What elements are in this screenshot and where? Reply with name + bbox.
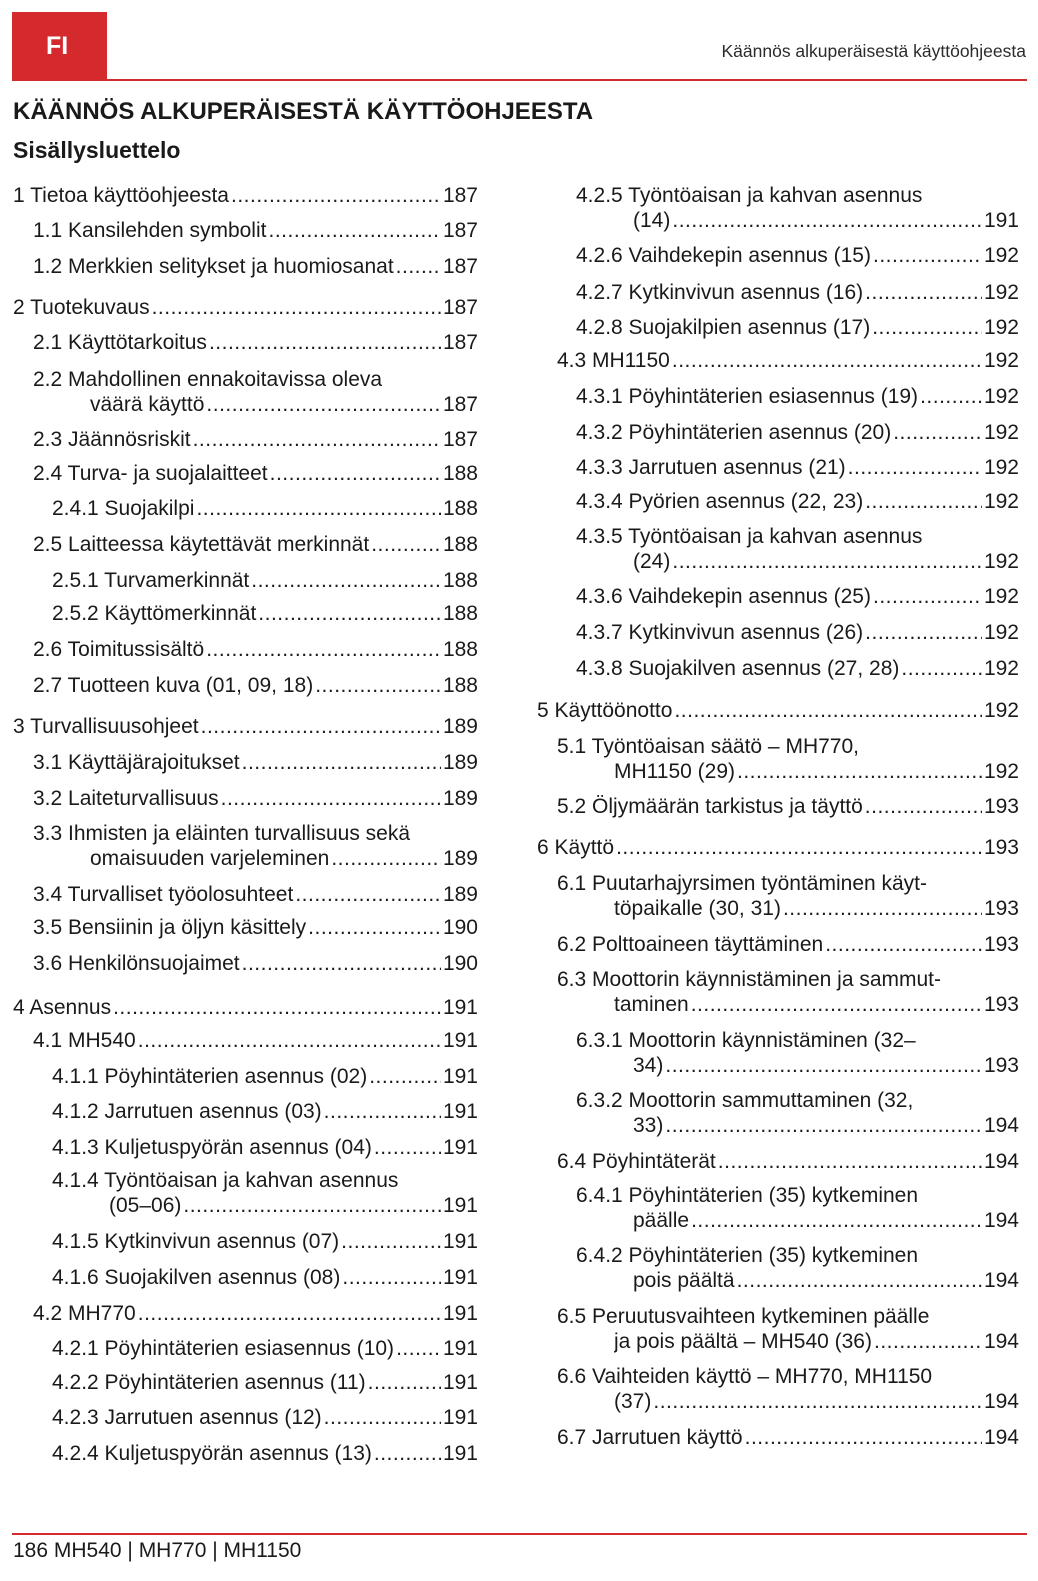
dot-leader [242,951,441,976]
dot-leader [258,601,441,626]
dot-leader [138,1301,441,1326]
toc-page-number: 193 [983,897,1019,920]
toc-entry-title: 4.2.7 Kytkinvivun asennus (16) [576,281,864,304]
dot-leader [324,1099,441,1124]
toc-entry-title: 6.7 Jarrutuen käyttö [557,1426,743,1449]
toc-entry[interactable] [576,524,1019,574]
toc-entry[interactable] [52,1265,478,1290]
toc-page-number: 191 [442,1230,478,1253]
toc-entry-title-continued: taminen [614,993,689,1016]
toc-entry[interactable] [557,1304,1019,1354]
dot-leader [396,254,441,279]
dot-leader [251,568,441,593]
toc-entry[interactable] [576,1183,1019,1233]
toc-entry[interactable] [33,951,478,976]
toc-entry-title-continued: omaisuuden varjeleminen [90,847,330,870]
toc-entry[interactable] [52,1336,478,1361]
toc-page-number: 192 [983,244,1019,267]
toc-page-number: 194 [983,1330,1019,1353]
toc-entry[interactable] [33,673,478,698]
toc-entry[interactable] [33,427,478,452]
toc-entry[interactable] [537,835,1019,860]
toc-entry-title-continued: 34) [633,1054,664,1077]
dot-leader [374,1441,441,1466]
dot-leader [341,1229,441,1254]
toc-entry-title: 5.2 Öljymäärän tarkistus ja täyttö [557,795,863,818]
toc-page-number: 194 [983,1150,1019,1173]
dot-leader [873,584,982,609]
toc-page-number: 187 [442,331,478,354]
toc-page-number: 187 [442,296,478,319]
toc-page-number: 193 [983,1054,1019,1077]
toc-page-number: 191 [442,1302,478,1325]
toc-page-number: 188 [442,602,478,625]
toc-entry-title: 4.1.6 Suojakilven asennus (08) [52,1266,341,1289]
toc-page-number: 192 [983,585,1019,608]
toc-entry-title: 4.1.2 Jarrutuen asennus (03) [52,1100,322,1123]
toc-entry-title: 2.7 Tuotteen kuva (01, 09, 18) [33,674,314,697]
toc-entry[interactable] [557,1425,1019,1450]
toc-entry[interactable] [13,295,478,320]
dot-leader [231,183,441,208]
toc-entry-title: 5 Käyttöönotto [537,699,673,722]
toc-entry[interactable] [557,348,1019,373]
toc-page-number: 189 [442,787,478,810]
toc-entry[interactable] [52,1370,478,1395]
dot-leader [825,932,982,957]
dot-leader [152,295,441,320]
dot-leader [270,461,441,486]
toc-entry-title: 6.4.1 Pöyhintäterien (35) kytkeminen [576,1184,919,1207]
toc-page-number: 191 [442,1406,478,1429]
toc-entry-title: 6.4.2 Pöyhintäterien (35) kytkeminen [576,1244,919,1267]
toc-entry-title: 2.5.1 Turvamerkinnät [52,569,250,592]
language-badge: FI [12,12,107,80]
toc-entry-title: 6.3.1 Moottorin käynnistäminen (32– [576,1029,916,1052]
toc-entry[interactable] [576,315,1019,340]
dot-leader [371,532,441,557]
toc-entry-title: 4.2.5 Työntöaisan ja kahvan asennus [576,184,923,207]
toc-entry-title: 3.3 Ihmisten ja eläinten turvallisuus sekä [33,822,411,845]
dot-leader [665,1053,982,1078]
toc-entry[interactable] [33,1028,478,1053]
toc-entry[interactable] [52,1168,478,1218]
toc-entry[interactable] [33,330,478,355]
toc-entry[interactable] [557,1364,1019,1414]
toc-page-number: 188 [442,497,478,520]
toc-entry-title: 4.3.2 Pöyhintäterien asennus (20) [576,421,892,444]
toc-page-number: 187 [442,393,478,416]
toc-entry[interactable] [33,1301,478,1326]
toc-entry-title-continued: 33) [633,1114,664,1137]
dot-leader [368,1370,441,1395]
dot-leader [672,348,982,373]
dot-leader [206,392,441,417]
dot-leader [183,1193,441,1218]
toc-entry-title: 2.1 Käyttötarkoitus [33,331,207,354]
toc-page-number: 192 [983,281,1019,304]
toc-entry[interactable] [576,584,1019,609]
toc-entry-title: 6.4 Pöyhintäterät [557,1150,716,1173]
toc-page-number: 192 [983,490,1019,513]
toc-entry[interactable] [576,656,1019,681]
toc-entry-title: 4.2 MH770 [33,1302,136,1325]
dot-leader [873,243,982,268]
toc-entry-title: 6.3.2 Moottorin sammuttaminen (32, [576,1089,914,1112]
toc-entry-title-continued: (37) [614,1390,652,1413]
toc-entry-title: 2.5.2 Käyttömerkinnät [52,602,257,625]
toc-entry-title: 6.3 Moottorin käynnistäminen ja sammut- [557,968,941,991]
dot-leader [672,208,982,233]
toc-page-number: 191 [442,1194,478,1217]
toc-entry-title: 4.3.1 Pöyhintäterien esiasennus (19) [576,385,919,408]
toc-entry-title: 4.2.1 Pöyhintäterien esiasennus (10) [52,1337,395,1360]
toc-entry-title: 2.4.1 Suojakilpi [52,497,195,520]
toc-page-number: 187 [442,184,478,207]
toc-entry[interactable] [33,786,478,811]
dot-leader [331,846,441,871]
toc-entry-title: 4.1.5 Kytkinvivun asennus (07) [52,1230,340,1253]
toc-entry-title: 3.4 Turvalliset työolosuhteet [33,883,294,906]
toc-entry-title: 2.4 Turva- ja suojalaitteet [33,462,268,485]
toc-entry-title-continued: (05–06) [109,1194,182,1217]
toc-page-number: 188 [442,569,478,592]
toc-page-number: 192 [983,699,1019,722]
dot-leader [665,1113,982,1138]
toc-entry-title: 4.3.8 Suojakilven asennus (27, 28) [576,657,900,680]
dot-leader [374,1135,441,1160]
header-divider [12,79,1027,81]
dot-leader [315,673,441,698]
dot-leader [691,992,982,1017]
toc-entry-title-continued: väärä käyttö [90,393,205,416]
toc-page-number: 191 [442,1029,478,1052]
toc-page-number: 189 [442,715,478,738]
toc-page-number: 189 [442,751,478,774]
toc-page-number: 192 [983,316,1019,339]
toc-page-number: 192 [983,385,1019,408]
toc-entry[interactable] [557,932,1019,957]
toc-page-number: 190 [442,916,478,939]
toc-page-number: 192 [983,421,1019,444]
toc-entry-title-continued: (14) [633,209,671,232]
toc-entry-title: 4.3.5 Työntöaisan ja kahvan asennus [576,525,923,548]
toc-entry[interactable] [557,967,1019,1017]
toc-entry[interactable] [576,420,1019,445]
toc-page-number: 194 [983,1426,1019,1449]
toc-page-number: 192 [983,349,1019,372]
toc-entry[interactable] [13,995,478,1020]
toc-page-number: 191 [442,1136,478,1159]
toc-page-number: 192 [983,456,1019,479]
dot-leader [920,384,982,409]
toc-page-number: 191 [983,209,1019,232]
toc-entry-title: 3.2 Laiteturvallisuus [33,787,219,810]
toc-entry[interactable] [52,568,478,593]
dot-leader [295,882,441,907]
toc-entry[interactable] [52,496,478,521]
toc-entry-title: 4.2.6 Vaihdekepin asennus (15) [576,244,871,267]
toc-entry-title: 4.3.6 Vaihdekepin asennus (25) [576,585,871,608]
toc-entry-title: 2.5 Laitteessa käytettävät merkinnät [33,533,370,556]
toc-page-number: 192 [983,760,1019,783]
toc-entry-title: 4.3 MH1150 [557,349,670,372]
toc-entry-title-continued: pois päältä [633,1269,735,1292]
dot-leader [848,455,982,480]
toc-page-number: 192 [983,621,1019,644]
toc-entry[interactable] [557,871,1019,921]
toc-page-number: 191 [442,996,478,1019]
toc-entry[interactable] [33,532,478,557]
dot-leader [138,1028,441,1053]
toc-entry-title: 2 Tuotekuvaus [13,296,150,319]
toc-entry[interactable] [576,1028,1019,1078]
toc-page-number: 191 [442,1065,478,1088]
toc-entry-title: 3.5 Bensiinin ja öljyn käsittely [33,916,307,939]
toc-entry[interactable] [576,183,1019,233]
dot-leader [865,794,982,819]
dot-leader [268,218,440,243]
dot-leader [221,786,441,811]
dot-leader [308,915,441,940]
toc-page-number: 193 [983,836,1019,859]
dot-leader [901,656,982,681]
toc-page-number: 191 [442,1337,478,1360]
toc-page-number: 188 [442,462,478,485]
toc-entry[interactable] [33,637,478,662]
toc-entry-title: 4.3.7 Kytkinvivun asennus (26) [576,621,864,644]
toc-entry[interactable] [576,1243,1019,1293]
toc-entry[interactable] [13,183,478,208]
toc-page-number: 194 [983,1209,1019,1232]
document-title: KÄÄNNÖS ALKUPERÄISESTÄ KÄYTTÖOHJEESTA [13,98,594,125]
toc-entry-title: 6.2 Polttoaineen täyttäminen [557,933,824,956]
footer-page-info: 186 MH540 | MH770 | MH1150 [13,1539,302,1562]
toc-entry[interactable] [52,1441,478,1466]
toc-entry-title-continued: MH1150 (29) [614,760,735,783]
toc-entry[interactable] [52,1099,478,1124]
dot-leader [674,698,982,723]
toc-entry[interactable] [33,367,478,417]
toc-entry[interactable] [557,794,1019,819]
toc-entry-title: 4.2.4 Kuljetuspyörän asennus (13) [52,1442,372,1465]
toc-entry-title: 5.1 Työntöaisan säätö – MH770, [557,735,859,758]
toc-entry[interactable] [33,750,478,775]
toc-page-number: 190 [442,952,478,975]
toc-entry[interactable] [576,455,1019,480]
toc-entry-title: 3.6 Henkilönsuojaimet [33,952,240,975]
dot-leader [196,496,441,521]
toc-entry[interactable] [576,489,1019,514]
toc-entry-title: 4 Asennus [13,996,112,1019]
dot-leader [324,1405,441,1430]
dot-leader [113,995,441,1020]
dot-leader [672,549,982,574]
dot-leader [745,1425,982,1450]
toc-page-number: 191 [442,1371,478,1394]
toc-entry[interactable] [33,915,478,940]
dot-leader [718,1149,982,1174]
toc-page-number: 193 [983,933,1019,956]
toc-entry[interactable] [33,218,478,243]
toc-page-number: 193 [983,993,1019,1016]
toc-entry-title: 4.3.3 Jarrutuen asennus (21) [576,456,846,479]
dot-leader [201,714,441,739]
toc-entry-title: 6.1 Puutarhajyrsimen työntäminen käyt- [557,872,928,895]
dot-leader [242,750,441,775]
toc-page-number: 188 [442,533,478,556]
toc-page-number: 188 [442,674,478,697]
toc-page-number: 193 [983,795,1019,818]
toc-entry[interactable] [52,1064,478,1089]
toc-entry-title: 4.1.4 Työntöaisan ja kahvan asennus [52,1169,399,1192]
dot-leader [369,1064,441,1089]
toc-page-number: 192 [983,550,1019,573]
dot-leader [874,1329,982,1354]
toc-page-number: 189 [442,847,478,870]
toc-entry-title: 4.2.8 Suojakilpien asennus (17) [576,316,871,339]
dot-leader [193,427,441,452]
toc-entry-title: 6.5 Peruutusvaihteen kytkeminen päälle [557,1305,930,1328]
toc-entry[interactable] [557,1149,1019,1174]
toc-entry[interactable] [576,1088,1019,1138]
dot-leader [206,637,441,662]
dot-leader [865,489,982,514]
header-title: Käännös alkuperäisestä käyttöohjeesta [721,41,1026,61]
toc-entry-title: 4.3.4 Pyörien asennus (22, 23) [576,490,864,513]
toc-entry[interactable] [576,243,1019,268]
dot-leader [865,280,982,305]
toc-entry-title: 2.3 Jäännösriskit [33,428,191,451]
toc-entry[interactable] [576,620,1019,645]
toc-entry[interactable] [33,461,478,486]
toc-entry-title: 3 Turvallisuusohjeet [13,715,199,738]
toc-entry-title: 2.2 Mahdollinen ennakoitavissa oleva [33,368,383,391]
dot-leader [737,759,982,784]
dot-leader [342,1265,441,1290]
toc-page-number: 191 [442,1100,478,1123]
toc-entry[interactable] [576,384,1019,409]
toc-entry-title-continued: päälle [633,1209,690,1232]
toc-page-number: 187 [442,428,478,451]
toc-entry-title: 1.1 Kansilehden symbolit [33,219,267,242]
toc-entry[interactable] [33,882,478,907]
dot-leader [893,420,982,445]
toc-entry-title: 4.1.3 Kuljetuspyörän asennus (04) [52,1136,372,1159]
dot-leader [691,1208,982,1233]
toc-entry-title: 6.6 Vaihteiden käyttö – MH770, MH1150 [557,1365,933,1388]
toc-page-number: 187 [442,219,478,242]
toc-entry-title-continued: ja pois päältä – MH540 (36) [614,1330,872,1353]
dot-leader [783,896,982,921]
toc-entry[interactable] [13,714,478,739]
toc-entry[interactable] [33,254,478,279]
toc-entry-title: 1.2 Merkkien selitykset ja huomiosanat [33,255,394,278]
toc-entry-title-continued: töpaikalle (30, 31) [614,897,781,920]
toc-entry-title: 3.1 Käyttäjärajoitukset [33,751,240,774]
toc-entry[interactable] [537,698,1019,723]
toc-page-number: 194 [983,1390,1019,1413]
toc-entry[interactable] [576,280,1019,305]
toc-page-number: 191 [442,1442,478,1465]
toc-entry-title-continued: (24) [633,550,671,573]
toc-entry[interactable] [52,601,478,626]
toc-page-number: 189 [442,883,478,906]
toc-page-number: 187 [442,255,478,278]
dot-leader [396,1336,441,1361]
dot-leader [616,835,982,860]
toc-entry[interactable] [52,1135,478,1160]
toc-entry-title: 4.1.1 Pöyhintäterien asennus (02) [52,1065,368,1088]
toc-page-number: 192 [983,657,1019,680]
toc-page-number: 188 [442,638,478,661]
toc-entry[interactable] [557,734,1019,784]
dot-leader [209,330,441,355]
toc-entry-title: 6 Käyttö [537,836,615,859]
toc-entry-title: 4.2.2 Pöyhintäterien asennus (11) [52,1371,366,1394]
toc-entry-title: 2.6 Toimitussisältö [33,638,205,661]
dot-leader [653,1389,982,1414]
toc-entry-title: 4.1 MH540 [33,1029,136,1052]
toc-page-number: 194 [983,1269,1019,1292]
toc-entry[interactable] [52,1229,478,1254]
toc-heading: Sisällysluettelo [13,137,181,163]
dot-leader [737,1268,982,1293]
toc-page-number: 191 [442,1266,478,1289]
toc-entry[interactable] [33,821,478,871]
toc-entry[interactable] [52,1405,478,1430]
dot-leader [872,315,982,340]
dot-leader [865,620,982,645]
footer-divider [12,1533,1027,1535]
toc-page-number: 194 [983,1114,1019,1137]
toc-entry-title: 4.2.3 Jarrutuen asennus (12) [52,1406,322,1429]
toc-entry-title: 1 Tietoa käyttöohjeesta [13,184,229,207]
